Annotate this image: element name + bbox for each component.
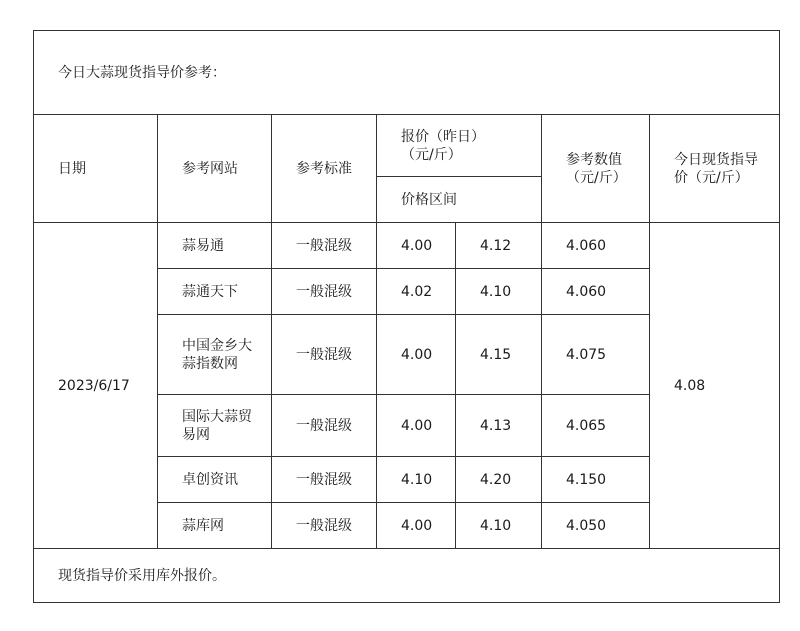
intro-text: 今日大蒜现货指导价参考： [34,31,780,115]
standard-cell: 一般混级 [272,223,377,269]
header-quote-line1: 报价（昨日） [401,128,485,145]
standard-cell: 一般混级 [272,315,377,395]
standard-cell: 一般混级 [272,457,377,503]
date-cell: 2023/6/17 [34,223,158,549]
high-price-cell: 4.10 [456,503,542,549]
low-price-cell: 4.00 [377,223,456,269]
guide-price-cell: 4.08 [650,223,780,549]
standard-cell: 一般混级 [272,503,377,549]
header-site: 参考网站 [158,115,272,223]
high-price-cell: 4.20 [456,457,542,503]
header-standard: 参考标准 [272,115,377,223]
ref-value-cell: 4.065 [542,395,650,457]
table-row [34,223,780,269]
site-cell: 蒜通天下 [158,269,272,315]
low-price-cell: 4.00 [377,315,456,395]
ref-value-cell: 4.060 [542,269,650,315]
header-quote [377,115,542,177]
ref-value-cell: 4.060 [542,223,650,269]
low-price-cell: 4.00 [377,395,456,457]
site-cell: 卓创资讯 [158,457,272,503]
high-price-cell: 4.12 [456,223,542,269]
header-date: 日期 [34,115,158,223]
ref-value-cell: 4.050 [542,503,650,549]
site-cell: 中国金乡大蒜指数网 [158,315,272,395]
footer-note: 现货指导价采用库外报价。 [34,549,780,603]
high-price-cell: 4.15 [456,315,542,395]
header-guide-price: 今日现货指导价（元/斤） [650,115,780,223]
low-price-cell: 4.00 [377,503,456,549]
high-price-cell: 4.10 [456,269,542,315]
ref-value-cell: 4.075 [542,315,650,395]
site-cell: 蒜库网 [158,503,272,549]
low-price-cell: 4.10 [377,457,456,503]
standard-cell: 一般混级 [272,395,377,457]
high-price-cell: 4.13 [456,395,542,457]
header-quote-line2: （元/斤） [401,146,462,163]
price-table [33,30,780,603]
low-price-cell: 4.02 [377,269,456,315]
site-cell: 蒜易通 [158,223,272,269]
site-cell: 国际大蒜贸易网 [158,395,272,457]
header-ref-value: 参考数值（元/斤） [542,115,650,223]
header-range: 价格区间 [377,177,542,223]
ref-value-cell: 4.150 [542,457,650,503]
standard-cell: 一般混级 [272,269,377,315]
